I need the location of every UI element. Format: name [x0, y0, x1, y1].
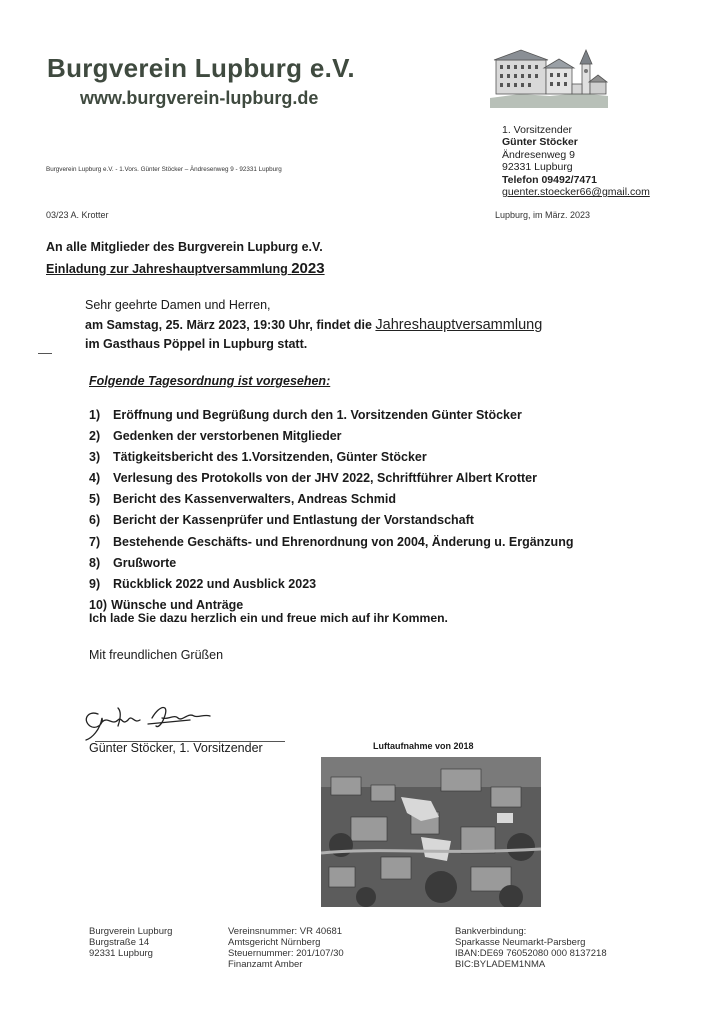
footer-address — [89, 926, 172, 959]
agenda-item-number: 2) — [89, 429, 101, 444]
agenda-item — [89, 405, 573, 426]
meeting-date-line — [85, 317, 542, 333]
footer-line: Burgstraße 14 — [89, 937, 150, 948]
agenda-item-text: Tätigkeitsbericht des 1.Vorsitzenden, Günter Stöcker — [113, 450, 427, 465]
agenda-item — [89, 553, 573, 574]
footer-line: IBAN:DE69 76052080 000 8137218 — [455, 948, 607, 959]
letter-date: Lupburg, im März. 2023 — [495, 210, 591, 220]
agenda-item-text: Bericht des Kassenverwalters, Andreas Schmid — [113, 492, 396, 507]
footer-line: Bankverbindung: — [455, 926, 527, 937]
agenda-item — [89, 510, 573, 531]
subject-year: 2023 — [291, 260, 325, 277]
event-name: Jahreshauptversammlung — [375, 317, 543, 333]
contact-block — [502, 124, 650, 198]
agenda-item-text: Bestehende Geschäfts- und Ehrenordnung von 2004, Änderung u. Ergänzung — [113, 534, 574, 549]
meeting-place-line: im Gasthaus Pöppel in Lupburg statt. — [85, 337, 308, 351]
footer-registration — [228, 926, 344, 970]
footer-line: BIC:BYLADEM1NMA — [455, 959, 546, 970]
addressee-line: An alle Mitglieder des Burgverein Lupburg e.V. — [46, 240, 323, 254]
agenda-item-text: Eröffnung und Begrüßung durch den 1. Vorsitzenden Günter Stöcker — [113, 408, 522, 422]
agenda-item-number: 5) — [89, 492, 101, 507]
agenda-item-text: Grußworte — [113, 555, 177, 570]
agenda-item-number: 4) — [89, 471, 101, 486]
handwritten-signature — [78, 700, 218, 742]
agenda-item-text: Rückblick 2022 und Ausblick 2023 — [113, 576, 317, 591]
castle-icon — [490, 46, 608, 108]
agenda-list — [89, 405, 573, 616]
agenda-heading: Folgende Tagesordnung ist vorgesehen: — [89, 374, 331, 388]
agenda-item-number: 9) — [89, 576, 101, 591]
photo-caption: Luftaufnahme von 2018 — [373, 741, 474, 751]
agenda-item-number: 3) — [89, 450, 101, 465]
agenda-item-text: Verlesung des Protokolls von der JHV 2022, Schriftführer Albert Krotter — [113, 471, 537, 486]
agenda-item-number: 1) — [89, 408, 101, 422]
contact-city: 92331 Lupburg — [502, 161, 573, 174]
agenda-item — [89, 574, 573, 595]
contact-street: Ändresenweg 9 — [502, 148, 575, 161]
sender-address-line: Burgverein Lupburg e.V. - 1.Vors. Günter Stöcker – Ändresenweg 9 - 92331 Lupburg — [46, 166, 282, 173]
footer-line: Sparkasse Neumarkt-Parsberg — [455, 937, 586, 948]
salutation: Sehr geehrte Damen und Herren, — [85, 298, 271, 312]
agenda-item-text: Wünsche und Anträge — [111, 597, 244, 612]
subject-text: Einladung zur Jahreshauptversammlung — [46, 262, 288, 276]
agenda-item-number: 8) — [89, 555, 101, 570]
contact-email-link[interactable]: guenter.stoecker66@gmail.com — [502, 186, 650, 199]
agenda-item — [89, 447, 573, 468]
agenda-item-number: 6) — [89, 513, 101, 528]
agenda-item-number: 10) — [89, 597, 108, 612]
subject-line — [46, 260, 325, 277]
agenda-item — [89, 489, 573, 510]
footer-bank — [455, 926, 607, 970]
agenda-item — [89, 532, 573, 553]
footer-line: 92331 Lupburg — [89, 948, 153, 959]
footer-line: Burgverein Lupburg — [89, 926, 173, 937]
margin-dash — [38, 353, 52, 354]
agenda-item — [89, 468, 573, 489]
closing-sentence: Ich lade Sie dazu herzlich ein und freue mich auf ihr Kommen. — [89, 611, 448, 625]
footer-line: Vereinsnummer: VR 40681 — [228, 926, 343, 937]
footer-line: Finanzamt Amber — [228, 959, 303, 970]
agenda-item-text: Gedenken der verstorbenen Mitglieder — [113, 429, 342, 444]
agenda-item-text: Bericht der Kassenprüfer und Entlastung der Vorstandschaft — [113, 513, 474, 528]
contact-phone: Telefon 09492/7471 — [502, 173, 597, 186]
contact-role: 1. Vorsitzender — [502, 124, 573, 136]
reference-code: 03/23 A. Krotter — [46, 210, 109, 220]
contact-name: Günter Stöcker — [502, 136, 578, 149]
footer-line: Steuernummer: 201/107/30 — [228, 948, 344, 959]
regards: Mit freundlichen Grüßen — [89, 648, 224, 662]
signer-name: Günter Stöcker, 1. Vorsitzender — [89, 741, 263, 755]
footer-line: Amtsgericht Nürnberg — [228, 937, 321, 948]
agenda-item — [89, 426, 573, 447]
aerial-photo — [321, 757, 541, 907]
agenda-item-number: 7) — [89, 534, 101, 549]
club-website[interactable]: www.burgverein-lupburg.de — [80, 88, 319, 108]
club-name-title: Burgverein Lupburg e.V. — [47, 53, 355, 83]
meeting-date-text: am Samstag, 25. März 2023, 19:30 Uhr, findet die — [85, 318, 372, 332]
